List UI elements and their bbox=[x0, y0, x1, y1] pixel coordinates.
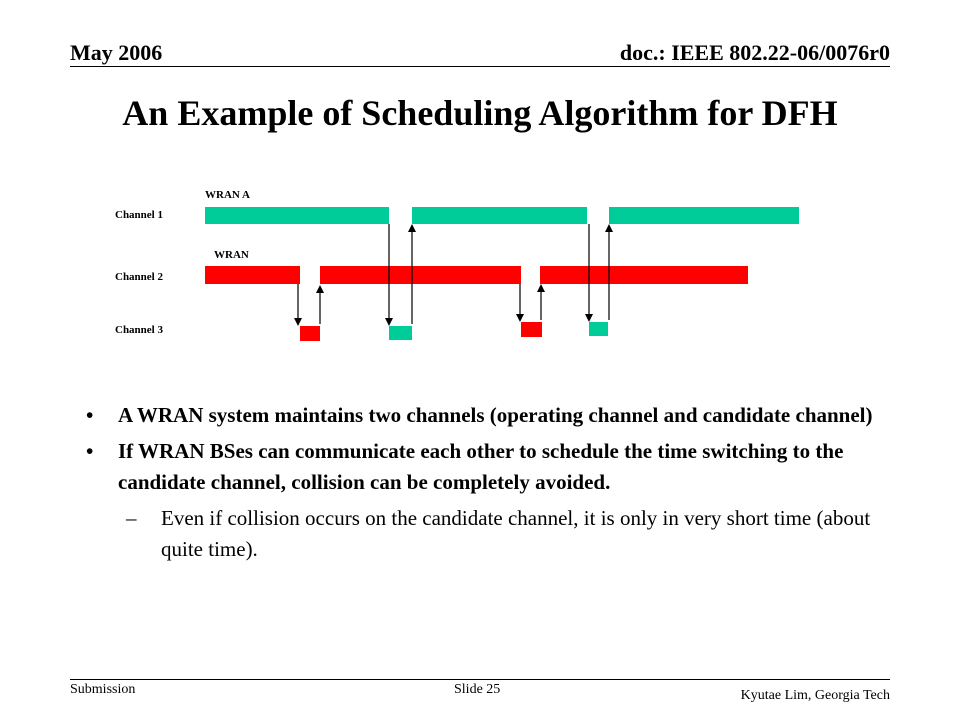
footer-slide-number: Slide 25 bbox=[454, 682, 501, 697]
bullet-item bbox=[86, 436, 886, 498]
wran-a-ch1-slot-3 bbox=[609, 207, 799, 224]
wran-a-ch1-slot-2 bbox=[412, 207, 587, 224]
bullet-mark: • bbox=[86, 439, 94, 463]
wran-a-ch1-slot-1 bbox=[205, 207, 389, 224]
header-date: May 2006 bbox=[70, 40, 163, 65]
bullet-mark: • bbox=[86, 403, 94, 427]
channel-3-label: Channel 3 bbox=[115, 324, 163, 336]
bullet-text: If WRAN BSes can communicate each other to schedule the time switching to the candidate channel, collision can be completely avoided. bbox=[118, 439, 844, 494]
bullet-item bbox=[86, 400, 886, 431]
wran-a-ch3-slot-2 bbox=[589, 322, 608, 336]
channel-1-label: Channel 1 bbox=[115, 209, 163, 221]
wran-a-ch3-slot-1 bbox=[389, 326, 412, 340]
bullet-text: A WRAN system maintains two channels (operating channel and candidate channel) bbox=[118, 403, 873, 427]
footer-rule bbox=[70, 679, 890, 680]
footer-submission: Submission bbox=[70, 682, 136, 697]
slide-title: An Example of Scheduling Algorithm for DFH bbox=[122, 93, 838, 133]
header-doc-id: doc.: IEEE 802.22-06/0076r0 bbox=[619, 40, 890, 65]
wran-b-ch2-slot-3 bbox=[540, 266, 748, 284]
wran-b-ch3-slot-1 bbox=[300, 326, 320, 341]
bullet-list bbox=[86, 400, 886, 565]
sub-bullet-text: Even if collision occurs on the candidate channel, it is only in very short time (about quite time). bbox=[161, 506, 871, 561]
wran-a-label: WRAN A bbox=[205, 189, 250, 201]
sub-bullet-mark: – bbox=[126, 506, 137, 530]
wran-b-ch3-slot-2 bbox=[521, 322, 542, 337]
wran-b-ch2-slot-2 bbox=[320, 266, 521, 284]
channel-2-label: Channel 2 bbox=[115, 271, 163, 283]
wran-b-label-line1: WRAN bbox=[214, 249, 249, 261]
footer-author: Kyutae Lim, Georgia Tech bbox=[740, 688, 890, 703]
sub-bullet-item bbox=[118, 503, 886, 565]
wran-b-ch2-slot-1 bbox=[205, 266, 300, 284]
